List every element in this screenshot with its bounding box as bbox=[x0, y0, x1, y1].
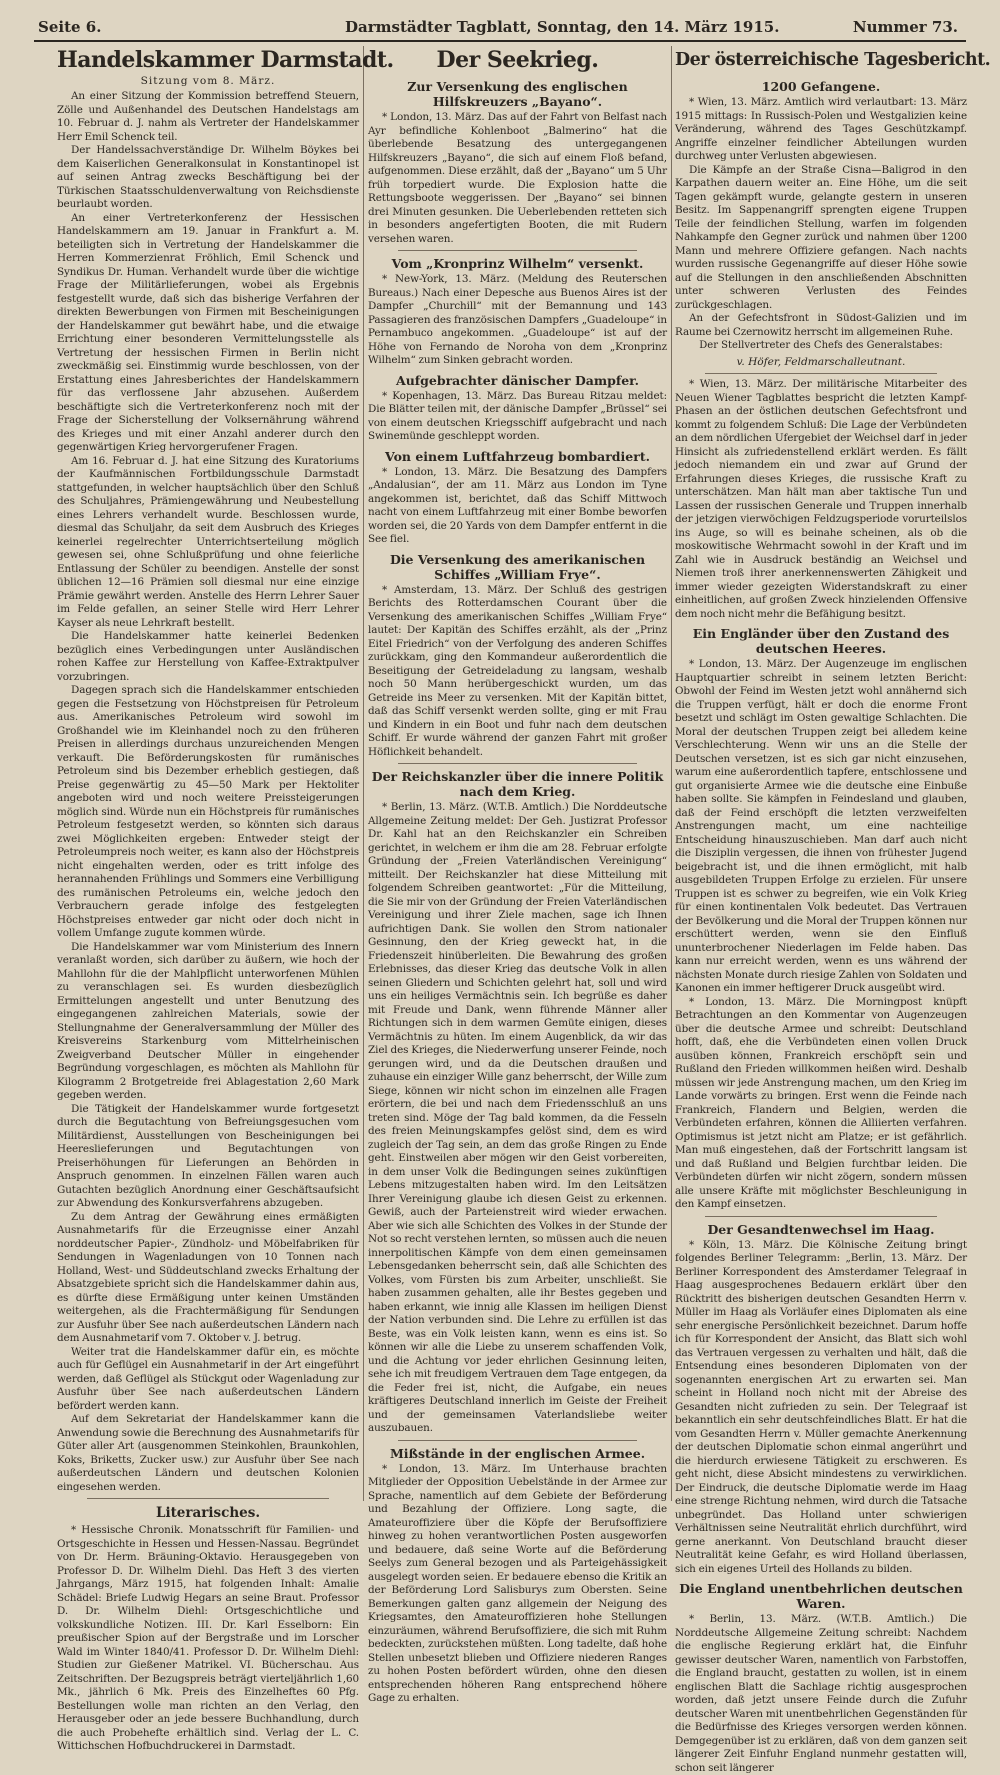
paragraph: * New-York, 13. März. (Meldung des Reuterschen Bureaus.) Nach einer Depesche aus Buenos Aires ist der Dampfer „Churchill“ mit der Bemannung und 143 Passagieren des französischen Dampfers „Guadeloupe“ in Pernambuco angekommen. „Guadeloupe“ ist auf der Höhe von Fernando de Noroha von dem „Kronprinz Wilhelm“ zum Sinken gebracht worden. bbox=[368, 273, 667, 366]
column-left bbox=[57, 46, 394, 1752]
section-rule bbox=[87, 1498, 329, 1499]
paragraph: Die Tätigkeit der Handelskammer wurde fortgesetzt durch die Begutachtung von Befreiungsgesuchen vom Militärdienst, Ausstellungen von Bescheinigungen bei Heereslieferungen und Begutachtungen von Preiserhöhungen für Lieferungen an Behörden in Anspruch genommen. In einzelnen Fällen waren auch Gutachten bezüglich Anordnung einer Geschäftsaufsicht zur Abwendung des Konkursverfahrens abzugeben. bbox=[57, 1102, 359, 1209]
paragraph: Dagegen sprach sich die Handelskammer entschieden gegen die Festsetzung von Höchstpreisen für Petroleum aus. Amerikanisches Petroleum wird sowohl im Großhandel wie im Kleinhandel noch zu den früheren Preisen in allerdings durchaus unzureichenden Mengen verkauft. Die Beförderungskosten für rumänisches Petroleum sind bis Dezember erheblich gestiegen, daß Preise gegenwärtig zu 45—50 Mark per Hektoliter angeboten wird und noch weitere Preissteigerungen möglich sind. Würde nun ein Höchstpreis für rumänisches Petroleum festgesetzt werden, so könnten sich daraus zwei Möglichkeiten ergeben: Entweder steigt der Petroleumpreis noch weiter, es kann also der Höchstpreis nicht eingehalten werden, oder es tritt infolge des herannahenden Frühlings und Sommers eine Verbilligung des rumänischen Petroleums ein, welche jedoch den Verbrauchern gerade infolge des festgelegten Höchstpreises entweder gar nicht oder doch nicht in vollem Umfange zugute kommen würde. bbox=[57, 684, 359, 939]
section-rule bbox=[705, 373, 937, 374]
article-heading: Ein Engländer über den Zustand des deutschen Heeres. bbox=[692, 626, 950, 656]
paragraph: * London, 13. März. Das auf der Fahrt von Belfast nach Ayr befindliche Kohlenboot „Balmerino“ hat die überlebende Besatzung des untergegangenen Hilfskreuzers „Bayano“, die sich auf einem Floß befand, aufgenommen. Diese erzählt, daß der „Bayano“ um 5 Uhr früh torpediert wurde. Die Explosion hatte die Rettungsboote weggerissen. Der „Bayano“ sei binnen drei Minuten gesunken. Die Ueberlebenden retteten sich in besonders angefertigten Booten, die mit Rudern versehen waren. bbox=[368, 111, 667, 245]
section-heading: Literarisches. bbox=[155, 1505, 261, 1521]
paragraph: * Wien, 13. März. Der militärische Mitarbeiter des Neuen Wiener Tagblattes bespricht die letzten Kampf-Phasen an der östlichen deutschen Gefechtsfront und kommt zu folgendem Schluß: Die Lage der Verbündeten an dem nördlichen Ufergebiet der Weichsel darf in jeder Hinsicht als zufriedenstellend erklärt werden. Es fällt jedoch niemandem ein und zwar auf Grund der Erfahrungen dieses Krieges, die russische Kraft zu unterschätzen. Man hält man aber taktische Tun und Lassen der russischen Generale und Truppen innerhalb der jetzigen vierwöchigen Feldzugsperiode vorurteilslos ins Auge, so will es beinahe scheinen, als ob die moskowitische Wehrmacht sowohl in der Kraft und im Zahl wie in Ausdruck beständig an Weichsel und Niemen troß ihrer anerkennenswerten Zähigkeit und immer wieder gezeigten Widerstandskraft zu einer einheitlichen, auf großen Zweck hinzielenden Offensive dem noch nicht mehr die Befähigung besitzt. bbox=[675, 378, 967, 620]
section-rule bbox=[398, 763, 637, 764]
masthead-date: Darmstädter Tagblatt, Sonntag, den 14. März 1915. bbox=[345, 18, 780, 36]
article-title: Der Seekrieg. bbox=[436, 47, 599, 73]
paragraph: Die Handelskammer hatte keinerlei Bedenken bezüglich eines Verbedingungen unter Ausländischen rohen Kaffee zur Herstellung von Kaffee-Extraktpulver vorzubringen. bbox=[57, 630, 359, 683]
header-rule bbox=[34, 40, 966, 42]
paragraph: * Amsterdam, 13. März. Der Schluß des gestrigen Berichts des Rotterdamschen Courant über die Versenkung des amerikanischen Schiffes „William Frye“ lautet: Der Kapitän des Schiffes erzählt, als der „Prinz Eitel Friedrich“ von der Verfolgung des anderen Schiffes zurückkam, ging den Kommandeur außerordentlich die Beseitigung der Getreideladung zu langsam, weshalb noch 50 Mann herübergeschickt wurden, um das Getreide ins Meer zu versenken. Mit der Kapitän bittet, daß das Schiff versenkt werden sollte, ging er mit Frau und Kindern in ein Boot und fuhr nach dem deutschen Schiff. Er wurde während der ganzen Fahrt mit großer Höflichkeit behandelt. bbox=[368, 583, 667, 758]
signature-name: v. Höfer, Feldmarschalleutnant. bbox=[736, 356, 906, 368]
paragraph: Zu dem Antrag der Gewährung eines ermäßigten Ausnahmetarifs für die Erzeugnisse einer Anzahl norddeutscher Papier-, Zündholz- und Möbelfabriken für Sendungen in Wagenladungen von 10 Tonnen nach Holland, West- und Süddeutschland zwecks Erhaltung der Absatzgebiete spricht sich die Handelskammer dahin aus, es dürfte diese Ermäßigung unter keinen Umständen weitergehen, als die Frachtermäßigung für Sendungen zur Ausfuhr über See nach außerdeutschen Ländern nach dem Ausnahmetarif vom 7. Oktober v. J. betrug. bbox=[57, 1210, 359, 1344]
article-heading: Von einem Luftfahrzeug bombardiert. bbox=[385, 448, 650, 464]
paragraph: An der Gefechtsfront in Südost-Galizien und im Raume bei Czernowitz herrscht im allgemeinen Ruhe. bbox=[675, 312, 967, 338]
paragraph: Der Handelssachverständige Dr. Wilhelm Böykes bei dem Kaiserlichen Generalkonsulat in Konstantinopel ist auf seinen Antrag zwecks Beschäftigung bei der Türkischen Staatsschuldenverwaltung von Reichsdienste beurlaubt worden. bbox=[57, 144, 359, 210]
paragraph: An einer Sitzung der Kommission betreffend Steuern, Zölle und Außenhandel des Deutschen Handelstags am 10. Februar d. J. nahm als Vertreter der Handelskammer Herr Emil Schenck teil. bbox=[57, 90, 359, 143]
column-right bbox=[675, 46, 991, 1774]
paragraph: * Wien, 13. März. Amtlich wird verlautbart: 13. März 1915 mittags: In Russisch-Polen und Westgalizien keine Veränderung, während des Tages Geschützkampf. Angriffe einzelner feindlicher Abteilungen wurden durchweg unter Verlusten abgewiesen. bbox=[675, 96, 967, 162]
article-title: Der österreichische Tagesbericht. bbox=[675, 50, 991, 70]
paragraph: Auf dem Sekretariat der Handelskammer kann die Anwendung sowie die Berechnung des Ausnahmetarifs für Güter aller Art (ausgenommen Steinkohlen, Braunkohlen, Koks, Briketts, Zucker usw.) zur Ausfuhr über See nach außerdeutschen Ländern und deutschen Kolonien eingesehen werden. bbox=[57, 1413, 359, 1493]
issue-number: Nummer 73. bbox=[852, 18, 958, 36]
paragraph: An einer Vertreterkonferenz der Hessischen Handelskammern am 19. Januar in Frankfurt a. M. beteiligten sich in Vertretung der Handelskammer die Herren Kommerzienrat Fröhlich, Emil Schenck und Syndikus Dr. Human. Verhandelt wurde über die wichtige Frage der Militärlieferungen, wobei als Ergebnis festgestellt wurde, daß sich das bisherige Verfahren der direkten Bewerbungen von Firmen mit Bescheinigungen der Handelskammer gut bewährt habe, und die etwaige Errichtung einer besonderen Vermittelungsstelle als Vertretung der hessischen Firmen in Berlin nicht zweckmäßig sei. Einstimmig wurde beschlossen, von der Erstattung eines Jahresberichtes der Handelskammern für das verflossene Jahr abzusehen. Außerdem beschäftigte sich die Vertreterkonferenz noch mit der Frage der Sicherstellung der Volksernährung während des Krieges und mit einer Anzahl anderer durch den gegenwärtigen Krieg hervorgerufener Fragen. bbox=[57, 211, 359, 453]
column-divider bbox=[363, 46, 364, 1501]
page-header bbox=[0, 18, 1000, 42]
page-number: Seite 6. bbox=[38, 18, 102, 36]
paragraph: * London, 13. März. Der Augenzeuge im englischen Hauptquartier schreibt in seinem letzten Bericht: Obwohl der Feind im Westen jetzt wohl annähernd sich die Truppen verfügt, hält er doch die enorme Front besetzt und schlägt im Osten gewaltige Schlachten. Die Moral der deutschen Truppen zeigt bei alledem keine Verschlechterung. Wenn wir uns an die Stelle der Deutschen versetzen, ist es sich gar nicht einzusehen, warum eine außerordentlich tapfere, entschlossene und gut organisierte Armee wie die deutsche eine Einbuße haben sollte. Sie kämpfen in Feindesland und glauben, daß der Feind erschöpft die letzten verzweifelten Anstrengungen macht, um eine nachteilige Entscheidung hinauszuschieben. Man darf auch nicht die Disziplin vergessen, die ihnen von frühester Jugend beigebracht ist, und die ihnen ermöglicht, mit halb ausgebildeten Truppen Erfolge zu erzielen. Für unsere Truppen ist es schwer zu begreifen, wie ein Volk Krieg für einen kontinentalen Volk bedeutet. Das Vertrauen der Bevölkerung und die Moral der Truppen können nur erschüttert werden, wenn sie den Einfluß ununterbrochener Niederlagen im Felde haben. Das kann nur erreicht werden, wenn es uns während der nächsten Monate durch riesige Zahlen von Soldaten und Kanonen ein immer heftigerer Druck ausgeübt wird. bbox=[675, 658, 967, 994]
paragraph: * London, 13. März. Im Unterhause brachten Mitglieder der Opposition Uebelstände in der Armee zur Sprache, namentlich auf dem Gebiete der Beförderung und Bezahlung der Offiziere. Long sagte, die Amateuroffiziere über die Köpfe der Berufsoffiziere hinweg zu hohen verantwortlichen Posten ausgeworfen und bedauere, daß seine Worte auf die Beförderung Seelys zum General bezogen und als Parteigehässigkeit ausgelegt worden seien. Er bedauere ebenso die Kritik an der Beförderung Lord Salisburys zum Obersten. Seine Bemerkungen galten ganz allgemein der Neigung des Kriegsamtes, den Amateuroffizieren hohe Stellungen einzuräumen, während Berufsoffiziere, die sich mit Ruhm bedeckten, zurückstehen müßten. Long tadelte, daß hohe Stellen unbesetzt blieben und Offiziere niederen Ranges zu hohen Posten befördert würden, ohne den diesen entsprechenden höheren Rang entsprechend höhere Gage zu erhalten. bbox=[368, 1462, 667, 1704]
section-rule bbox=[398, 1440, 637, 1441]
column-divider bbox=[671, 46, 672, 1501]
article-subtitle: Sitzung vom 8. März. bbox=[140, 75, 276, 87]
article-heading: Zur Versenkung des englischen Hilfskreuzers „Bayano“. bbox=[407, 79, 628, 109]
paragraph: * Berlin, 13. März. (W.T.B. Amtlich.) Die Norddeutsche Allgemeine Zeitung schreibt: Nachdem die englische Regierung erklärt hat, die Einfuhr gewisser deutscher Waren, namentlich von Farbstoffen, die England braucht, gestatten zu wollen, ist in einem englischen Blatt die Sachlage richtig ausgesprochen worden, daß jetzt unsere Feinde durch die Zufuhr deutscher Waren mit unentbehrlichen Gegenständen für die Bedürfnisse des Krieges versorgen werden können. Demgegenüber ist zu erklären, daß von dem ganzen seit längerer Zeit Einfuhr England nunmehr gestatten will, schon seit längerer bbox=[675, 1613, 967, 1774]
article-heading: Der Gesandtenwechsel im Haag. bbox=[707, 1221, 935, 1237]
paragraph: * London, 13. März. Die Besatzung des Dampfers „Andalusian“, der am 11. März aus London im Tyne angekommen ist, berichtet, daß das Schiff Mittwoch nacht von einem Luftfahrzeug mit einer Bombe beworfen worden sei, die 20 Yards von dem Dampfer entfernt in die See fiel. bbox=[368, 465, 667, 545]
column-middle bbox=[368, 46, 667, 1704]
article-heading: Die Versenkung des amerikanischen Schiffes „William Frye“. bbox=[389, 551, 646, 582]
article-title: Handelskammer Darmstadt. bbox=[57, 47, 394, 73]
article-heading: Die England unentbehrlichen deutschen Waren. bbox=[679, 1581, 963, 1611]
article-heading: Aufgebrachter dänischer Dampfer. bbox=[396, 372, 639, 388]
article-subheading: 1200 Gefangene. bbox=[761, 79, 881, 94]
article-heading: Der Reichskanzler über die innere Politik nach dem Krieg. bbox=[371, 769, 664, 799]
paragraph: Die Kämpfe an der Straße Cisna—Baligrod in den Karpathen dauern weiter an. Eine Höhe, um die seit Tagen gekämpft wurde, gelangte gestern in unseren Besitz. Im Sappenangriff sprengten eigene Truppen Teile der feindlichen Stellung, warfen im folgenden Nahkampfe den Gegner zurück und nahmen über 1200 Mann und mehrere Offiziere gefangen. Nach nachts wurden russische Gegenangriffe auf dieser Höhe sowie auf die Stellungen in den anschließenden Abschnitten unter schweren Verlusten des Feindes zurückgeschlagen. bbox=[675, 163, 967, 311]
paragraph: Die Handelskammer war vom Ministerium des Innern veranlaßt worden, sich darüber zu äußern, wie hoch der Mahllohn für die der Mahlpflicht unterworfenen Mühlen zu veranschlagen sei. Es wurden diesbezüglich Ermittelungen angestellt und unter Benutzung des eingegangenen zahlreichen Materials, sowie der Stellungnahme der Generalversammlung der Müller des Kreisvereins Starkenburg vom Mittelrheinischen Zweigverband Deutscher Müller in eingehender Begründung vorgeschlagen, es möchten als Mahllohn für Kilogramm 2 Brotgetreide frei Ablagestation 2,60 Mark gegeben werden. bbox=[57, 940, 359, 1101]
paragraph: * Berlin, 13. März. (W.T.B. Amtlich.) Die Norddeutsche Allgemeine Zeitung meldet: Der Geh. Justizrat Professor Dr. Kahl hat an den Reichskanzler ein Schreiben gerichtet, in welchem er ihm die am 28. Februar erfolgte Gründung der „Freien Vaterländischen Vereinigung“ mitteilt. Der Reichskanzler hat diese Mitteilung mit folgendem Schreiben geantwortet: „Für die Mitteilung, die Sie mir von der Gründung der Freien Vaterländischen Vereinigung und ihrer Ziele machen, sage ich Ihnen aufrichtigen Dank. Sie wollen den Strom nationaler Gesinnung, den der Krieg geweckt hat, in die Friedenszeit hinüberleiten. Die Bewahrung des großen Erlebnisses, das dieser Krieg das deutsche Volk in allen seinen Gliedern und Schichten gelehrt hat, soll und wird uns ein heiliges Vermächtnis sein. Ich begrüße es daher mit Freude und Dank, wenn führende Männer aller Richtungen sich in dem warmen Gemüte einigen, dieses Vermächtnis zu hüten. Im einem Augenblick, da wir das Ziel des Krieges, die Niederwerfung unserer Feinde, noch gerungen wird, und da die Deutschen draußen und zuhause ein einziger Wille ganz beherrscht, der Wille zum Siege, können wir nicht schon im einzelnen alle Fragen erörtern, die bei und nach dem Friedensschluß an uns treten sind. Möge der Tag bald kommen, da die Fesseln des freien Meinungskampfes gelöst sind, dem es wird zugleich der Tag sein, an dem das große Ringen zu Ende geht. Einstweilen aber mögen wir den Geist vorbereiten, in dem unser Volk die Bedingungen seines zukünftigen Lebens mitzugestalten haben wird. Im den Leitsätzen Ihrer Vereinigung glaube ich diesen Geist zu erkennen. Gewiß, auch der Parteienstreit wird wieder erwachen. Aber wie sich alle Schichten des Volkes in der Stunde der Not so recht verstehen lernten, so müssen auch die neuen innerpolitischen Kämpfe von dem einen gemeinsamen Lebensgedanken beherrscht sein, daß alle Schichten des Volkes, vom Fürsten bis zum Arbeiter, unschließt. Sie haben zusammen gehalten, alle ihr Bestes gegeben und haben erkannt, wie innig alle Klassen im heiligen Dienst der Nation verbunden sind. Die Lehre zu erfüllen ist das Beste, was ein Volk leisten kann, wenn es eins ist. So können wir alle die Liebe zu unserem schaffenden Volk, und die Achtung vor jeder ehrlichen Gesinnung leiten, sehe ich mit freudigem Vertrauen dem Tage entgegen, da die Feder frei ist, nicht, die Aufgabe, ein neues kräftigeres Deutschland innerlich im Geiste der Freiheit und der gemeinsamen Vaterlandsliebe weiter auszubauen. bbox=[368, 801, 667, 1434]
paragraph: Weiter trat die Handelskammer dafür ein, es möchte auch für Geflügel ein Ausnahmetarif in der Art eingeführt werden, daß Geflügel als Stückgut oder Wagenladung zur Ausfuhr über See nach außerdeutschen Ländern befördert werden kann. bbox=[57, 1345, 359, 1412]
paragraph: * Köln, 13. März. Die Kölnische Zeitung bringt folgendes Berliner Telegramm: „Berlin, 13. März. Der Berliner Korrespondent des Amsterdamer Telegraaf in Haag ausgesprochenes Bedauern erklärt über den Rücktritt des bisherigen deutschen Gesandten Herrn v. Müller im Haag als Vorläufer eines Diplomaten als eine sehr energische Persönlichkeit bezeichnet. Darum hoffe ich für Korrespondent der Ansicht, das Blatt sich wohl das Vertrauen vergessen zu verhalten und hält, daß die Entsendung eines besonderen Diplomaten von der sogenannten energischen Art zu erwarten sei. Man scheint in Holland noch nicht mit der Abreise des Gesandten nicht zufrieden zu sein. Der Telegraaf ist bekanntlich ein sehr deutschfeindliches Blatt. Er hat die vom Gesandten Herrn v. Müller gemachte Anerkennung der deutschen Diplomatie schon einmal angerührt und die hierdurch erwiesene Tätigkeit zu erschweren. Es geht nicht, diese Absicht mindestens zu verwirklichen. Der Eindruck, die deutsche Diplomatie werde im Haag eine strenge Richtung nehmen, wird durch die Tatsache unbegründet. Das Holland unter schwierigen Verhältnissen seine Neutralität ehrlich durchführt, wird gerne anerkannt. Von Deutschland braucht dieser Neutralität keine Gefahr, es wird Holland überlassen, sich ein eigenes Urteil des Hollands zu bilden. bbox=[675, 1238, 967, 1575]
signature-line: Der Stellvertreter des Chefs des Generalstabes: bbox=[699, 340, 943, 351]
paragraph: * Kopenhagen, 13. März. Das Bureau Ritzau meldet: Die Blätter teilen mit, der dänische Dampfer „Brüssel“ sei von einem deutschen Kriegsschiff aufgebracht und nach Swinemünde geschleppt worden. bbox=[368, 389, 667, 442]
section-rule bbox=[705, 1216, 937, 1217]
article-heading: Vom „Kronprinz Wilhelm“ versenkt. bbox=[391, 256, 644, 271]
paragraph: Am 16. Februar d. J. hat eine Sitzung des Kuratoriums der Kaufmännischen Fortbildungsschule Darmstadt stattgefunden, in welcher hauptsächlich über den Schluß des Schuljahres, Prämiengewährung und Neubestellung eines Lehrers verhandelt wurde. Beschlossen wurde, diesmal das Schuljahr, da seit dem Ausbruch des Krieges keinerlei regelrechter Unterrichtserteilung möglich gewesen sei, ohne Schlußprüfung und ohne feierliche Entlassung der Schüler zu beendigen. Anstelle der sonst üblichen 12—16 Prämien soll diesmal nur eine einzige Prämie gewährt werden. Anstelle des Herrn Lehrer Sauer im Felde gefallen, an seiner Stelle wird Herr Lehrer Kayser als neue Lehrkraft bestellt. bbox=[57, 454, 359, 629]
section-rule bbox=[398, 250, 637, 251]
paragraph: * Hessische Chronik. Monatsschrift für Familien- und Ortsgeschichte in Hessen und Hessen-Nassau. Begründet von Dr. Herm. Bräuning-Oktavio. Herausgegeben von Professor D. Dr. Wilhelm Diehl. Das Heft 3 des vierten Jahrgangs, März 1915, hat folgenden Inhalt: Amalie Schädel: Briefe Ludwig Hegars an seine Braut. Professor D. Dr. Wilhelm Diehl: Ortsgeschichtliche und volkskundliche Notizen. III. Dr. Karl Esselborn: Ein preußischer Spion auf der Bergstraße und im Lorscher Wald im Winter 1840/41. Professor D. Dr. Wilhelm Diehl: Studien zur Gießener Matrikel. VI. Bücherschau. Aus Zeitschriften. Der Bezugspreis beträgt vierteljährlich 1,60 Mk., jährlich 6 Mk. Preis des Einzelheftes 60 Pfg. Bestellungen wolle man richten an den Verlag, den Herausgeber oder an jede bessere Buchhandlung, durch die auch Probehefte erhältlich sind. Verlag der L. C. Wittichschen Hofbuchdruckerei in Darmstadt. bbox=[57, 1524, 359, 1752]
article-heading: Mißstände in der englischen Armee. bbox=[389, 1445, 646, 1461]
paragraph: * London, 13. März. Die Morningpost knüpft Betrachtungen an den Kommentar von Augenzeugen über die deutsche Armee und schreibt: Deutschland hofft, daß, ehe die Verbündeten einen vollen Druck ausüben können, Frankreich erschöpft sein und Rußland den Frieden willkommen heißen wird. Deshalb müssen wir jede Anstrengung machen, um den Krieg im Lande vorwärts zu bringen. Erst wenn die Feinde nach Frankreich, Flandern und Belgien, werden die Verbündeten erfahren, können die Alliierten verfahren. Optimismus ist jetzt nicht am Platze; er ist gefährlich. Man muß eingestehen, daß der Fortschritt langsam ist und daß Rußland und Belgien furchtbar leiden. Die Verbündeten dürfen wir nicht zögern, sondern müssen alle unsere Kräfte mit möglichster Beschleunigung in den Kampf einsetzen. bbox=[675, 995, 967, 1210]
